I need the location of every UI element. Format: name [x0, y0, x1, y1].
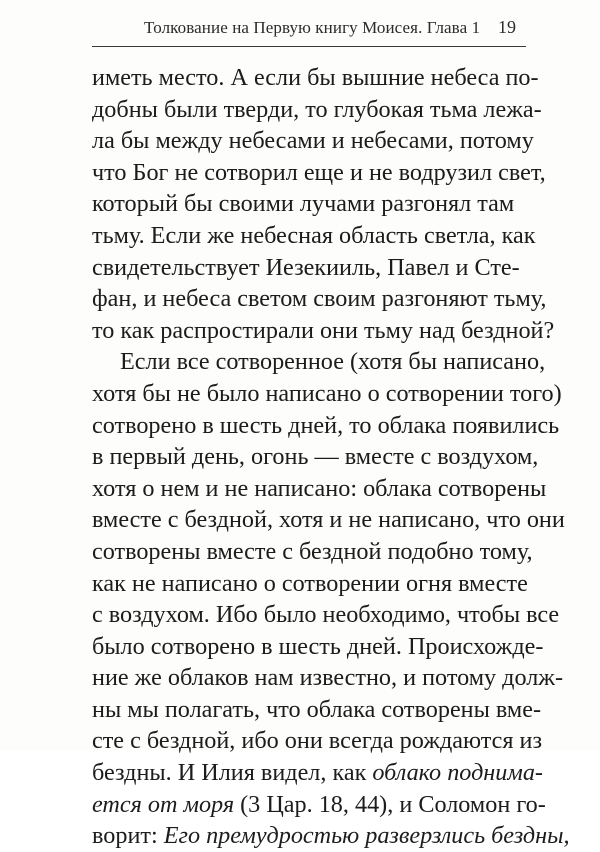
text-line-with-italic [92, 757, 543, 789]
text-line: было сотворено в шесть дней. Происхожде- [92, 632, 544, 660]
text-line: в первый день, огонь — вместе с воздухом, [92, 443, 539, 471]
italic-quote: ется от моря [92, 790, 235, 818]
text-line: ла бы между небесами и небесами, потому [92, 127, 534, 155]
text-segment: бездны. И Илия видел, как [92, 759, 373, 787]
text-line: ны мы полагать, что облака сотворены вме- [92, 695, 542, 723]
italic-quote: Его премудростью разверзлись бездны, [163, 822, 570, 850]
page-header [92, 14, 526, 47]
text-line: иметь место. А если бы вышние небеса по- [92, 64, 539, 91]
text-line: вместе с бездной, хотя и не написано, что они [92, 506, 565, 534]
text-segment: ворит: [92, 822, 164, 850]
text-line: сотворены вместе с бездной подобно тому, [92, 537, 533, 565]
text-line: который бы своими лучами разгонял там [92, 190, 515, 218]
text-line: добны были тверди, то глубокая тьма лежа- [92, 95, 542, 123]
text-line: что Бог не сотворил еще и не водрузил свет, [92, 158, 546, 186]
running-title: Толкование на Первую книгу Моисея. Глава 1 [144, 18, 481, 37]
body-text [92, 62, 570, 852]
text-line: как не написано о сотворении огня вместе [92, 569, 528, 597]
text-line-with-italic [92, 820, 570, 852]
text-line: сотворено в шесть дней, то облака появились [92, 411, 560, 439]
text-line: с воздухом. Ибо было необходимо, чтобы все [92, 601, 560, 629]
text-line: тьму. Если же небесная область светла, как [92, 221, 536, 249]
text-line: хотя бы не было написано о сотворении того) [92, 379, 562, 407]
italic-quote: облако поднима- [372, 759, 543, 787]
text-line: хотя о нем и не написано: облака сотворены [92, 474, 547, 502]
text-segment: (3 Цар. 18, 44), и Соломон го- [234, 790, 546, 818]
paragraph-start-line: Если все сотворенное (хотя бы написано, [120, 348, 546, 376]
text-line: ние же облаков нам известно, и потому долж- [92, 664, 564, 692]
text-line: сте с бездной, ибо они всегда рождаются из [92, 727, 543, 755]
text-line: свидетельствует Иезекииль, Павел и Сте- [92, 253, 520, 281]
text-line-with-italic [92, 789, 546, 821]
text-line: то как распростирали они тьму над бездной? [92, 316, 555, 344]
page-number: 19 [498, 17, 516, 37]
text-line: фан, и небеса светом своим разгоняют тьму, [92, 285, 547, 313]
